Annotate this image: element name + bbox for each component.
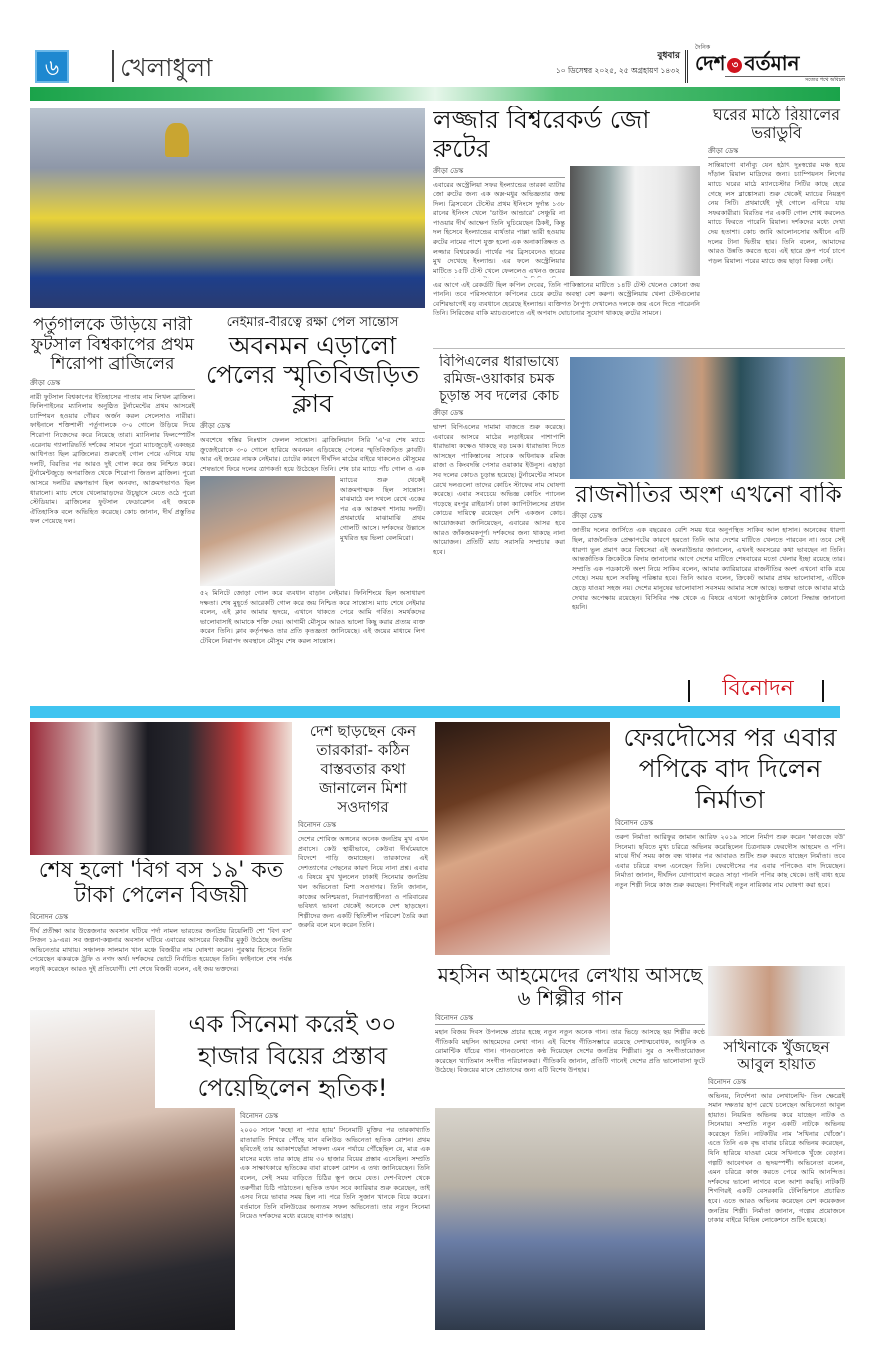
section-title: খেলাধুলা	[120, 53, 213, 82]
abul-hayat-photo	[708, 966, 845, 1036]
futsal-article	[30, 316, 195, 656]
misha-body: দেশের শোবিজ অঙ্গনের অনেক জনপ্রিয় মুখ এখন প্রবাসে। কেউ স্থায়ীভাবে, কেউবা দীর্ঘমেয়াদে বিদেশে পাড়ি জমাচ্ছেন। তারকাদের এই দেশত্যাগের পেছনের কারণ নিয়ে নানা প্রশ্ন। এবার এ বিষয়ে মুখ খুললেন ঢাকাই সিনেমার জনপ্রিয় খল অভিনেতা মিশা সওদাগর। তিনি জানান, কাজের অনিশ্চয়তা, নিরাপত্তাহীনতা ও পরিবারের ভবিষ্যৎ ভাবনা থেকেই অনেকে দেশ ছাড়ছেন। শিল্পীদের জন্য একটি স্থিতিশীল পরিবেশ তৈরি করা জরুরি বলে মনে করেন তিনি।	[298, 835, 428, 930]
shakib-headline: রাজনীতির অংশ এখনো বাকি	[575, 482, 842, 508]
bpl-article	[433, 354, 565, 664]
popy-body: তরুণ নির্মাতা আরিফুর জামান আরিফ ২০১৯ সালে নির্মাণ শুরু করেন 'কাগুজে বউ' সিনেমা। ছবিতে মুখ্য চরিত্রে অভিনয় করেছিলেন চিত্রনায়ক ফেরদৌস আহমেদ ও পপি। মাঝে দীর্ঘ সময় কাজ বন্ধ থাকার পর আবারও শুটিং শুরু করতে যাচ্ছেন নির্মাতা। তবে এবার চরিত্রে বদল এনেছেন তিনি। ফেরদৌসের পর এবার পপিকেও বাদ দিয়েছেন। নির্মাতা জানান, দীর্ঘদিন যোগাযোগ করেও সাড়া পাননি পপির কাছ থেকে। তাই বাধ্য হয়ে নতুন শিল্পী নিয়ে কাজ শুরু করছেন। শিগগিরই নতুন নায়িকার নাম ঘোষণা করা হবে।	[615, 833, 845, 889]
real-body: সান্তিয়াগো বার্নাব্যু যেন হঠাৎ দুঃস্বপ্নের মঞ্চ হয়ে দাঁড়াল রিয়াল মাদ্রিদের জন্য। চ্যাম্পিয়নস লিগের ম্যাচে ঘরের মাঠে ম্যানচেস্টার সিটির কাছে হেরে গেছে লস ব্লাঙ্কোসরা। শুরু থেকেই ম্যাচের নিয়ন্ত্রণ নেয় সিটি। প্রথমার্ধেই দুই গোলে এগিয়ে যায় সফরকারীরা। বিরতির পর একটি গোল শোধ করলেও ম্যাচে ফিরতে পারেনি রিয়াল। দর্শকদের মধ্যে দেখা দেয় হতাশা। কোচ জাবি আলোনসোর অধীনে এটি দলের টানা দ্বিতীয় হার। তিনি বলেন, আমাদের আরও উন্নতি করতে হবে। এই হারে গ্রুপ পর্বে চাপে পড়ল রিয়াল। পরের ম্যাচে জয় ছাড়া বিকল্প নেই।	[708, 160, 845, 265]
santos-body-side: ম্যাচের শুরু থেকেই আক্রমণাত্মক ছিল সান্তোস। মাঝমাঠে বল দখলে রেখে একের পর এক আক্রমণ শানায় দলটি। প্রথমার্ধের মাঝামাঝি প্রথম গোলটি আসে। দর্শকদের উল্লাসে মুখরিত হয় ভিলা বেলমিরো।	[340, 476, 425, 542]
real-byline: ক্রীড়া ডেস্ক	[708, 146, 845, 158]
mohsin-byline: বিনোদন ডেস্ক	[435, 1013, 705, 1025]
mohsin-body: মহান বিজয় দিবস উপলক্ষে প্রচার হচ্ছে নতুন নতুন অনেক গান। তার ভিড়ে আসছে ছয় শিল্পীর কণ্ঠে গীতিকবি মহসিন আহমেদের লেখা গান। এই বিশেষ গীতিসম্ভারে রয়েছে দেশাত্মবোধক, আধুনিক ও রোমান্টিক ধাঁচের গান। গানগুলোতে কণ্ঠ দিয়েছেন দেশের জনপ্রিয় শিল্পীরা। সুর ও সংগীতায়োজন করেছেন খ্যাতিমান সংগীত পরিচালকরা। গীতিকবি জানান, প্রতিটি গানেই দেশের প্রতি ভালোবাসা ফুটে উঠেছে। বিজয়ের মাসে শ্রোতাদের জন্য এটি বিশেষ উপহার।	[435, 1028, 705, 1075]
logo-tagline: সত্যের পথে অবিচল	[725, 76, 845, 84]
abul-hayat-body: অভিনয়, নির্দেশনা আর লেখালেখি- তিন ক্ষেত্রেই সমান দক্ষতার ছাপ রেখে চলেছেন অভিনেতা আবুল হায়াত। নিয়মিত অভিনয় করে যাচ্ছেন নাটক ও সিনেমায়। সম্প্রতি নতুন একটি নাটকে অভিনয় করেছেন তিনি। নাটকটির নাম 'সখিনার খোঁজে'। এতে তিনি এক বৃদ্ধ বাবার চরিত্রে অভিনয় করেছেন, যিনি হারিয়ে যাওয়া মেয়ে সখিনাকে খুঁজে বেড়ান। গল্পটি আবেগঘন ও হৃদয়স্পর্শী। অভিনেতা বলেন, এমন চরিত্রে কাজ করতে পেরে আমি আনন্দিত। দর্শকদের ভালো লাগবে বলে আশা করছি। নাটকটি শিগগিরই একটি বেসরকারি টেলিভিশনে প্রচারিত হবে। এতে আরও অভিনয় করেছেন বেশ কয়েকজন জনপ্রিয় শিল্পী। নির্মাতা জানান, গল্পের প্রয়োজনে ঢাকার বাইরে বিভিন্ন লোকেশনে শুটিং হয়েছে।	[708, 1091, 845, 1225]
hrithik-body: ২০০০ সালে 'কহো না প্যার হ্যায়' সিনেমাটি মুক্তির পর তারকাখ্যাতি রাতারাতি শিখরে পৌঁছে যান বলিউড অভিনেতা হৃতিক রোশন। প্রথম ছবিতেই তার আকাশছোঁয়া সাফল্য এমন পর্যায়ে পৌঁছেছিল যে, মাত্র এক মাসের মধ্যে তার কাছে প্রায় ৩০ হাজার বিয়ের প্রস্তাব এসেছিল। সম্প্রতি এক সাক্ষাৎকারে হৃতিকের বাবা রাকেশ রোশন এ তথ্য জানিয়েছেন। তিনি বলেন, সেই সময় বাড়িতে চিঠির স্তূপ জমে যেত। দেশ-বিদেশ থেকে তরুণীরা চিঠি পাঠাতেন। হৃতিক তখন সবে ক্যারিয়ার শুরু করেছেন, তাই এসব নিয়ে ভাবার সময় ছিল না। পরে তিনি সুজান খানকে বিয়ে করেন। বর্তমানে তিনি বলিউডের অন্যতম সফল অভিনেতা। তার নতুন সিনেমা নিয়েও দর্শকদের মধ্যে রয়েছে ব্যাপক আগ্রহ।	[240, 1126, 430, 1331]
shakib-photo	[570, 357, 845, 479]
bpl-headline: বিপিএলের ধারাভাষ্যে রমিজ-ওয়াকার চমক চূড়ান্ত সব দলের কোচ	[439, 354, 559, 404]
abul-hayat-article	[708, 1039, 845, 1331]
bigg-boss-article	[30, 858, 292, 1002]
futsal-byline: ক্রীড়া ডেস্ক	[30, 378, 195, 390]
popy-photo	[435, 722, 610, 955]
section-bar-right	[822, 680, 824, 702]
popy-article	[615, 722, 845, 962]
header-green-bar	[30, 87, 840, 101]
santos-body: অবশেষে স্বস্তির নিঃশ্বাস ফেলল সান্তোস। ব্রাজিলিয়ান সিরি 'এ'-র শেষ ম্যাচে ক্রুজেইরোকে ৩-০ গোলে হারিয়ে অবনমন এড়িয়েছে পেলের স্মৃতিবিজড়িত ক্লাবটি। আর এই জয়ের নায়ক নেইমার। চোটের কারণে দীর্ঘদিন মাঠের বাইরে থাকলেও মৌসুমের শেষভাগে ফিরে দলের ত্রাণকর্তা হয়ে উঠেছেন তিনি। শেষ চার ম্যাচে পাঁচ গোল ও এক	[200, 435, 425, 473]
entertainment-blue-bar	[30, 706, 840, 718]
neymar-photo	[200, 476, 335, 586]
entertainment-section-title: বিনোদন	[722, 676, 794, 701]
futsal-body: নারী ফুটসাল বিশ্বকাপের ইতিহাসের পাতায় নাম লিখল ব্রাজিল। ফিলিপাইনের ম্যানিলায় অনুষ্ঠিত টুর্নামেন্টের প্রথম আসরেই চ্যাম্পিয়ন হওয়ার গৌরব অর্জন করল সেলেসাও নারীরা। ফাইনালে শক্তিশালী পর্তুগালকে ৩-০ গোলে উড়িয়ে দিয়ে শিরোপা নিজেদের করে নিয়েছে তারা। ম্যানিলার ফিলস্পোর্টস এরেনায় গ্যালারিভর্তি দর্শকের সামনে পুরো ম্যাচজুড়েই একচ্ছত্র আধিপত্য ছিল ব্রাজিলের। শুরুতেই গোল পেয়ে এগিয়ে যায় দলটি, বিরতির পর আরও দুই গোল করে জয় নিশ্চিত করে। টুর্নামেন্টজুড়ে অপরাজিত থেকে শিরোপা জিতল ব্রাজিল। পুরো আসরে দলটির রক্ষণভাগ ছিল অনবদ্য, আক্রমণভাগও ছিল ধারালো। ম্যাচ শেষে খেলোয়াড়দের উচ্ছ্বাসে মেতে ওঠে পুরো স্টেডিয়াম। ব্রাজিলের ফুটসাল ফেডারেশন এই জয়কে ঐতিহাসিক বলে অভিহিত করেছে। কোচ জানান, দীর্ঘ প্রস্তুতির ফল পেয়েছে দল।	[30, 392, 195, 526]
logo	[695, 44, 845, 86]
logo-mark: ৩	[727, 58, 742, 73]
futsal-headline: পর্তুগালকে উড়িয়ে নারী ফুটসাল বিশ্বকাপের প্রথম শিরোপা ব্রাজিলের	[30, 316, 195, 375]
misha-byline: বিনোদন ডেস্ক	[298, 820, 428, 832]
singers-group-photo	[435, 1108, 705, 1330]
joe-root-photo	[570, 166, 700, 276]
mohsin-article	[435, 964, 705, 1106]
santos-kicker: নেইমার-বীরত্বে রক্ষা পেল সান্তোস	[226, 316, 399, 330]
root-article	[433, 106, 700, 344]
date: ১০ ডিসেম্বর ২০২৫, ২৫ অগ্রহায়ণ ১৪৩২	[555, 66, 680, 75]
real-headline: ঘরের মাঠে রিয়ালের ভরাডুবি	[712, 106, 841, 143]
root-body: এবারের অস্ট্রেলিয়া সফর ইংল্যান্ডের তারকা ব্যাটার জো রুটের জন্য এক অম্ল-মধুর অভিজ্ঞতার জন্ম দিল। ব্রিসবেনে টেস্টের প্রথম ইনিংসে দুর্দান্ত ১৩৮ রানের ইনিংস খেলে 'ডাউন আন্ডারে' সেঞ্চুরি না পাওয়ার দীর্ঘ আক্ষেপ তিনি ঘুচিয়েছেন ঠিকই, কিন্তু দল হিসেবে ইংল্যান্ডের ব্যর্থতার পাল্লা ভারী হওয়ায় রুটের নামের পাশে যুক্ত হলো এক অনাকাঙ্ক্ষিত ও লজ্জার বিশ্বরেকর্ড। পার্থের পর ব্রিসবেনেও হারের মুখ দেখেছে ইংল্যান্ড। এর ফলে অস্ট্রেলিয়ার মাটিতে ১৫টি টেস্ট খেলে ফেললেও এখনও জয়ের	[433, 180, 565, 275]
root-byline: ক্রীড়া ডেস্ক	[433, 166, 565, 178]
header-divider	[685, 50, 688, 83]
futsal-team-photo	[30, 108, 425, 308]
hrithik-article	[155, 1004, 430, 1331]
shakib-byline: ক্রীড়া ডেস্ক	[572, 511, 845, 523]
page-number: ৬	[35, 50, 69, 83]
misha-article	[298, 722, 428, 966]
popy-headline: ফেরদৌসের পর এবার পপিকে বাদ দিলেন নির্মাতা	[623, 723, 837, 814]
divider	[433, 348, 845, 349]
abul-hayat-byline: বিনোদন ডেস্ক	[708, 1077, 845, 1089]
bigg-boss-byline: বিনোদন ডেস্ক	[30, 912, 292, 924]
popy-byline: বিনোদন ডেস্ক	[615, 818, 845, 830]
santos-byline: ক্রীড়া ডেস্ক	[200, 421, 425, 433]
real-article	[708, 106, 845, 344]
shakib-article	[572, 482, 845, 664]
bigg-boss-body: দীর্ঘ প্রতীক্ষা আর উত্তেজনার অবসান ঘটিয়ে পর্দা নামল ভারতের জনপ্রিয় রিয়েলিটি শো 'বিগ বস' সিজন ১৯-এর। সব জল্পনা-কল্পনার অবসান ঘটিয়ে এবারের আসরের বিজয়ীর মুকুট উঠেছে জনপ্রিয় অভিনেতার মাথায়। সঞ্চালক সালমান খান মঞ্চে বিজয়ীর নাম ঘোষণা করেন। পুরস্কার হিসেবে তিনি পেয়েছেন ঝকঝকে ট্রফি ও নগদ অর্থ। দর্শকদের ভোটে নির্বাচিত হয়েছেন তিনি। ফাইনালে শেষ পর্যন্ত লড়াই করেছেন আরও দুই প্রতিযোগী। শো শেষে বিজয়ী বলেন, এই জয় ভক্তদের।	[30, 926, 292, 973]
hrithik-byline: বিনোদন ডেস্ক	[240, 1111, 430, 1123]
santos-body-bottom: ৫২ মিনিটে জোড়া গোল করে ব্যবধান বাড়ান নেইমার। ফিনিশিংয়ে ছিল অসাধারণ দক্ষতা। শেষ মুহূর্তে আরেকটি গোল করে জয় নিশ্চিত করে সান্তোস। ম্যাচ শেষে নেইমার বলেন, এই ক্লাব আমার হৃদয়ে, এখানে থাকতে পেরে আমি গর্বিত। সমর্থকদের ভালোবাসাই আমাকে শক্তি দেয়। আগামী মৌসুমে আরও ভালো কিছু করার প্রত্যয় ব্যক্ত করেন তিনি। ক্লাব কর্তৃপক্ষও তার প্রতি কৃতজ্ঞতা জানিয়েছে। এই জয়ের মাধ্যমে লিগ টেবিলে নিরাপদ অবস্থানে মৌসুম শেষ করল সান্তোস।	[200, 589, 425, 645]
logo-right: বর্তমান	[744, 51, 800, 75]
trophy-icon	[165, 123, 189, 157]
bigg-boss-photo	[30, 722, 292, 855]
santos-headline: অবনমন এড়ালো পেলের স্মৃতিবিজড়িত ক্লাব	[205, 330, 420, 418]
hrithik-headline: এক সিনেমা করেই ৩০ হাজার বিয়ের প্রস্তাব পেয়েছিলেন হৃতিক!	[155, 1004, 430, 1108]
section-bar-left	[688, 680, 690, 702]
root-headline: লজ্জার বিশ্বরেকর্ড জো রুটের	[433, 106, 650, 163]
bpl-byline: ক্রীড়া ডেস্ক	[433, 408, 565, 420]
abul-hayat-headline: সখিনাকে খুঁজছেন আবুল হায়াত	[723, 1039, 830, 1074]
weekday: বুধবার	[657, 51, 680, 61]
logo-left: দেশ	[695, 51, 726, 75]
santos-article	[200, 316, 425, 656]
section-divider	[112, 50, 114, 82]
mohsin-headline: মহসিন আহমেদের লেখায় আসছে ৬ শিল্পীর গান	[437, 964, 703, 1010]
shakib-body: জাতীয় দলের জার্সিতে এক বছরেরও বেশি সময় ধরে অনুপস্থিত সাকিব আল হাসান। অনেকের ধারণা ছিল, রাজনৈতিক প্রেক্ষাপটের কারণে হয়তো তিনি আর দেশের মাটিতে খেলতে পারবেন না। তবে সেই ধারণা ভুল প্রমাণ করে বিশ্বসেরা এই অলরাউন্ডার জানালেন, এখনই অবসরের কথা ভাবছেন না তিনি। আন্তর্জাতিক ক্রিকেটকে বিদায় জানানোর আগে দেশের মাটিতে শেষবারের মতো খেলার ইচ্ছা রয়েছে তার। সম্প্রতি এক পডকাস্টে অংশ নিয়ে সাকিব বলেন, আমার ক্যারিয়ারের রাজনীতির অংশ এখনো বাকি রয়ে গেছে। সময় হলে সবকিছু পরিষ্কার হবে। তিনি আরও বলেন, ক্রিকেট আমার প্রথম ভালোবাসা, এটিকে ছেড়ে যাওয়া সহজ নয়। দেশের মানুষের ভালোবাসা সবসময় আমার সঙ্গে আছে। ভক্তরা তাকে আবার মাঠে দেখার অপেক্ষায় রয়েছেন। বিসিবির পক্ষ থেকে এ বিষয়ে এখনো আনুষ্ঠানিক কোনো সিদ্ধান্ত জানানো হয়নি।	[572, 526, 845, 612]
root-body-bottom: এর আগে এই রেকর্ডটি ছিল কপিল দেবের, তিনি পাকিস্তানের মাটিতে ১৪টি টেস্ট খেলেও কোনো জয় পাননি। তবে পরিসংখ্যানে কপিলের চেয়ে রুটের অবস্থা বেশ করুণ। অস্ট্রেলিয়ায় খেলা টেস্টগুলোর বেশিরভাগেই বড় ব্যবধানে হেরেছে ইংল্যান্ড। ব্যক্তিগত নৈপুণ্য দেখালেও দলকে জয় এনে দিতে পারেননি তিনি। সিরিজের বাকি ম্যাচগুলোতে এই অপবাদ ঘোচানোর সুযোগ থাকছে রুটের সামনে।	[433, 280, 700, 318]
misha-headline: দেশ ছাড়ছেন কেন তারকারা- কঠিন বাস্তবতার কথা জানালেন মিশা সওদাগর	[309, 722, 417, 816]
bigg-boss-headline: শেষ হলো 'বিগ বস ১৯' কত টাকা পেলেন বিজয়ী	[38, 858, 284, 909]
bpl-body: দ্বাদশ বিপিএলের দামামা বাজতে শুরু করেছে। এবারের আসরে মাঠের লড়াইয়ের পাশাপাশি ধারাভাষ্য কক্ষেও থাকছে বড় চমক। ধারাভাষ্য দিতে আসছেন পাকিস্তানের সাবেক অধিনায়ক রমিজ রাজা ও কিংবদন্তি পেসার ওয়াকার ইউনুস। এছাড়া সব দলের কোচও চূড়ান্ত হয়েছে। টুর্নামেন্টের সামনে রেখে দলগুলো তাদের কোচিং স্টাফের নাম ঘোষণা করেছে। এবার সবচেয়ে অভিজ্ঞ কোচিং প্যানেল গড়েছে রংপুর রাইডার্স। ঢাকা ক্যাপিটালসের প্রধান কোচের দায়িত্বে রয়েছেন দেশি একজন কোচ। আয়োজকরা জানিয়েছেন, এবারের আসর হবে আরও জাঁকজমকপূর্ণ। দর্শকদের জন্য থাকছে নানা আয়োজন। প্রতিটি ম্যাচ সরাসরি সম্প্রচার করা হবে।	[433, 423, 565, 556]
logo-prefix: দৈনিক	[695, 44, 711, 51]
